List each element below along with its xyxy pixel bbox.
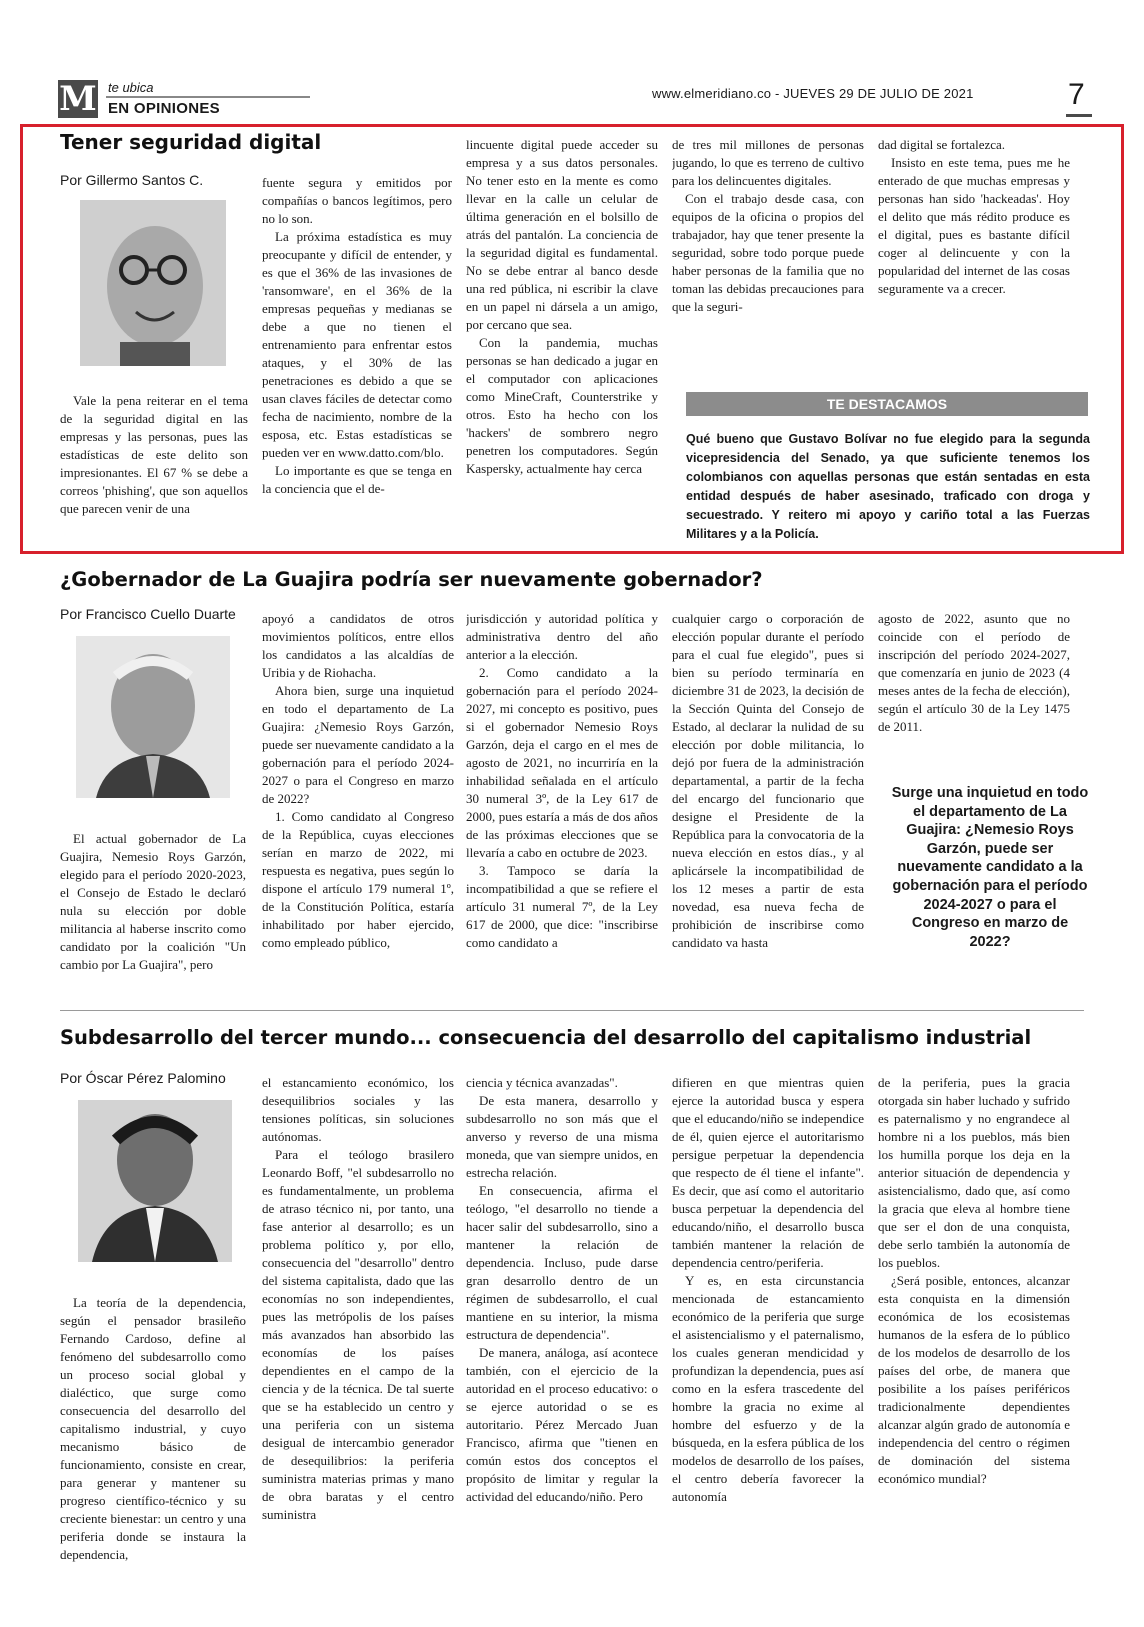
paragraph: agosto de 2022, asunto que no coincide con el período de inscripción del período 2024-2027, que comenzaría en junio de 2023 (4 meses antes de la fecha de elección), según el artículo 30 de la Ley 1475 de 2011. [878,611,1070,734]
article-3-column-3 [466,1074,658,1588]
article-1-column-2 [262,174,452,542]
paragraph: La próxima estadística es muy preocupante y difícil de entender, y es que el 36% de las invasiones de 'ransomware', en el 36% de la empresas pequeñas y medianas se debe a que no tienen el entrenamiento para enfrentar estos ataques, y el 30% de las penetraciones es debido a que se usan claves fáciles de detectar como fecha de nacimiento, nombre de la esposa, etc. Estas estadísticas se pueden ver en www.datto.com/blo. [262,229,452,460]
article-1-byline: Por Gillermo Santos C. [60,172,204,188]
logo-tagline: te ubica [108,80,154,95]
section-title: EN OPINIONES [108,100,220,117]
author-portrait-icon [80,200,226,366]
highlight-box-title: TE DESTACAMOS [686,392,1088,416]
author-portrait-icon [76,636,230,798]
author-portrait-icon [78,1100,232,1262]
article-1-column-3 [466,136,658,542]
article-3-column-1 [60,1294,246,1588]
paragraph: de tres mil millones de personas jugando, lo que es terreno de cultivo para los delincuentes digitales. [672,137,864,188]
paragraph: Insisto en este tema, pues me he enterado de que muchas empresas y personas han sido 'hackeadas'. Hoy el delito que más rédito produce es el digital, pues es bastante difícil coger al delincuente y con la popularidad del internet de las cosas seguramente va a crecer. [878,155,1070,296]
header-rule [106,96,310,98]
newspaper-logo: M [59,79,97,119]
article-3-byline: Por Óscar Pérez Palomino [60,1070,226,1086]
paragraph: cualquier cargo o corporación de elección popular durante el período para el cual fue elegido", pues si bien su período terminaría en diciembre 31 de 2023, la decisión de la Sección Quinta del Consejo de Estado, al declarar la nulidad de su elección por doble militancia, lo dejó por fuera de la administración departamental, a partir de la fecha del encargo del funcionario que designe el Presidente de la República para la convocatoria de la nueva elección en estos días., y al aplicársele la incompatibilidad de los 12 meses a partir de esta novedad, esa nueva fecha de prohibición de inscribirse como candidato va hasta [672,611,864,950]
paragraph: dad digital se fortalezca. [878,137,1006,152]
paragraph: lincuente digital puede acceder su empresa y a sus datos personales. No tener esto en la mente es como llevar en la calle un celular de última generación en el bolsillo de atrás del pantalón. La conciencia de la seguridad digital es fundamental. No se debe entrar al banco desde una red pública, ni escribir la clave en un papel ni dársela a un amigo, por cercano que sea. [466,137,658,332]
article-2-byline: Por Francisco Cuello Duarte [60,606,236,622]
article-1-column-1 [60,392,248,542]
page-number: 7 [1068,78,1085,111]
article-1-column-5 [878,136,1070,362]
paragraph: difieren en que mientras quien ejerce la autoridad busca y espera que el educando/niño se independice de él, quien ejerce el autoritarismo persigue perpetuar la dependencia que respecto de él tiene el infante". Es decir, que así como el autoritario busca perpetuar la dependencia del educando/niño, el desarrollo busca también mantener la relación de dependencia centro/periferia. [672,1075,864,1270]
paragraph: En consecuencia, afirma el teólogo, "el desarrollo no tiende a hacer salir del subdesarrollo, sino a mantener la relación de dependencia. Incluso, pude darse gran desarrollo dentro de un régimen de subdesarrollo, el cual mantiene en su interior, la misma estructura de dependencia". [466,1183,658,1342]
paragraph: Lo importante es que se tenga en la conciencia que el de- [262,463,452,496]
paragraph: el estancamiento económico, los desequilibrios sociales y las tensiones políticas, sin soluciones autónomas. [262,1075,454,1144]
paragraph: Para el teólogo brasilero Leonardo Boff, "el subdesarrollo no es fundamentalmente, un problema de atraso técnico ni, por tanto, una fase anterior al desarrollo; es un problema político y, por ello, consecuencia del "desarrollo" dentro del sistema capitalista, dado que las economías no son independientes, pues las metrópolis de los países más avanzados han absorbido las economías de los países dependientes en el campo de la ciencia y de la técnica. De tal suerte que se ha establecido un centro y una periferia con un sistema desigual de intercambio generador de desequilibrios: la periferia suministra materias primas y mano de obra baratas y el centro suministra [262,1147,454,1522]
page-number-rule [1066,114,1092,117]
paragraph: de la periferia, pues la gracia otorgada sin haber luchado y sufrido es paternalismo y no engrandece al hombre ni a los pueblos, más bien los humilla porque los deja en la anterior situación de dependencia y asistencialismo, dado que, así como la gracia que eleva al hombre tiene que ser el don de una conquista, debe serlo también la autonomía de los pueblos. [878,1075,1070,1270]
dateline: www.elmeridiano.co - JUEVES 29 DE JULIO DE 2021 [652,86,974,101]
paragraph: Vale la pena reiterar en el tema de la seguridad digital en las empresas y las personas, pues las estadísticas de este delito son impresionantes. El 67 % se debe a correos 'phishing', que son aquellos que parecen venir de una [60,393,248,516]
article-2-column-1 [60,830,246,998]
author-photo-3 [78,1100,232,1262]
paragraph: 3. Tampoco se daría la incompatibilidad a que se refiere el artículo 31 numeral 7º, de la Ley 617 de 2000, que dice: "inscribirse como candidato a [466,863,658,950]
article-2-column-2 [262,610,454,998]
article-1-column-4 [672,136,864,362]
paragraph: 2. Como candidato a la gobernación para el período 2024-2027, mi concepto es positivo, pues si el gobernador Nemesio Roys Garzón, deja el cargo en el mes de agosto de 2021, no incurriría en la inhabilidad señalada en el artículo 30 numeral 3º, de la Ley 617 de 2000, pues estaría a más de dos años de las próximas elecciones que se llevaría a cabo en octubre de 2023. [466,665,658,860]
article-2-column-4 [672,610,864,998]
article-3-column-5 [878,1074,1070,1588]
paragraph: apoyó a candidatos de otros movimientos políticos, entre ellos los candidatos a las alcaldías de Uribia y de Riohacha. [262,611,454,680]
paragraph: 1. Como candidato al Congreso de la República, cuyas elecciones serían en marzo de 2022, mi respuesta es negativa, pues según lo dispone el artículo 179 numeral 1º, de la Constitución Política, estaría inhabilitado por haber ejercido, como empleado público, [262,809,454,950]
article-2-column-5 [878,610,1070,760]
paragraph: Ahora bien, surge una inquietud en todo el departamento de La Guajira: ¿Nemesio Roys Garzón, puede ser nuevamente candidato a la gobernación para el período 2024-2027 o para el Congreso en marzo de 2022? [262,683,454,806]
pull-quote: Surge una inquietud en todo el departamento de La Guajira: ¿Nemesio Roys Garzón, puede ser nuevamente candidato a la gobernación para el período 2024-2027 o para el Congreso en marzo de 2022? [891,785,1089,950]
paragraph: jurisdicción y autoridad política y administrativa dentro del año anterior a la elección. [466,611,658,662]
paragraph: Con la pandemia, muchas personas se han dedicado a jugar en el computador con aplicaciones como MineCraft, Counterstrike y otros. Esto ha hecho con los 'hackers' de sombrero negro penetren los computadores. Según Kaspersky, actualmente hay cerca [466,335,658,476]
paragraph: El actual gobernador de La Guajira, Nemesio Roys Garzón, elegido para el período 2020-2023, el Consejo de Estado le declaró nula su elección por doble militancia al haberse inscrito como candidato por la coalición "Un cambio por La Guajira", pero [60,831,246,972]
highlight-box-text: Qué bueno que Gustavo Bolívar no fue elegido para la segunda vicepresidencia del Senado, ya que suficiente tenemos los colombianos con aquellas personas que están sentadas en esta entidad después de haber asesinado, traficado con droga y secuestrado. Y reitero mi apoyo y cariño total a las Fuerzas Militares y a la Policía. [686,432,1090,541]
article-separator [60,1010,1084,1011]
paragraph: La teoría de la dependencia, según el pensador brasileño Fernando Cardoso, define al fenómeno del subdesarrollo como un proceso social global y dialéctico, que surge como consecuencia del desarrollo del capitalismo industrial, y cuyo mecanismo básico de funcionamiento, consiste en crear, para generar y mantener su progreso científico-técnico y su creciente bienestar: un centro y una periferia donde se instaura la dependencia, [60,1295,246,1562]
article-3-column-2 [262,1074,454,1588]
paragraph: De manera, análoga, así acontece también, con el ejercicio de la autoridad en el proceso educativo: o se ejerce autoridad o se es autoritario. Pérez Mercado Juan Francisco, afirma que "tienen en común estos dos conceptos el propósito de limitar y regular la actividad del educando/niño. Pero [466,1345,658,1504]
paragraph: Y es, en esta circunstancia mencionada de estancamiento económico de la periferia que surge el asistencialismo y el paternalismo, los cuales generan mendicidad y profundizan la dependencia, pues así como en la esfera trascedente del hombre la gracia no exime al hombre del esfuerzo y de la búsqueda, en la esfera pública de los modelos de desarrollo de los países, el centro debería favorecer la autonomía [672,1273,864,1504]
paragraph: ciencia y técnica avanzadas". [466,1075,618,1090]
author-photo-1 [80,200,226,366]
paragraph: Con el trabajo desde casa, con equipos de la oficina o propios del trabajador, hay que tener presente la seguridad, sobre todo porque puede haber personas de la familia que no toman las debidas precauciones para que la seguri- [672,191,864,314]
paragraph: fuente segura y emitidos por compañías o bancos legítimos, pero no lo son. [262,175,452,226]
article-3-column-4 [672,1074,864,1588]
paragraph: ¿Será posible, entonces, alcanzar esta conquista en la dimensión económica de los ecosistemas humanos de la esfera de lo público de los modelos de desarrollo de los países del orbe, de manera que posibilite a los países periféricos tradicionalmente dependientes alcanzar algún grado de autonomía e independencia del centro o régimen de dominación del sistema económico mundial? [878,1273,1070,1486]
article-2-title: ¿Gobernador de La Guajira podría ser nuevamente gobernador? [60,568,763,591]
author-photo-2 [76,636,230,798]
article-3-title: Subdesarrollo del tercer mundo... consecuencia del desarrollo del capitalismo industrial [60,1026,1032,1049]
paragraph: De esta manera, desarrollo y subdesarrollo no son más que el anverso y reverso de una misma moneda, que van siempre unidos, en estrecha relación. [466,1093,658,1180]
article-1-title: Tener seguridad digital [60,130,322,154]
article-2-column-3 [466,610,658,998]
